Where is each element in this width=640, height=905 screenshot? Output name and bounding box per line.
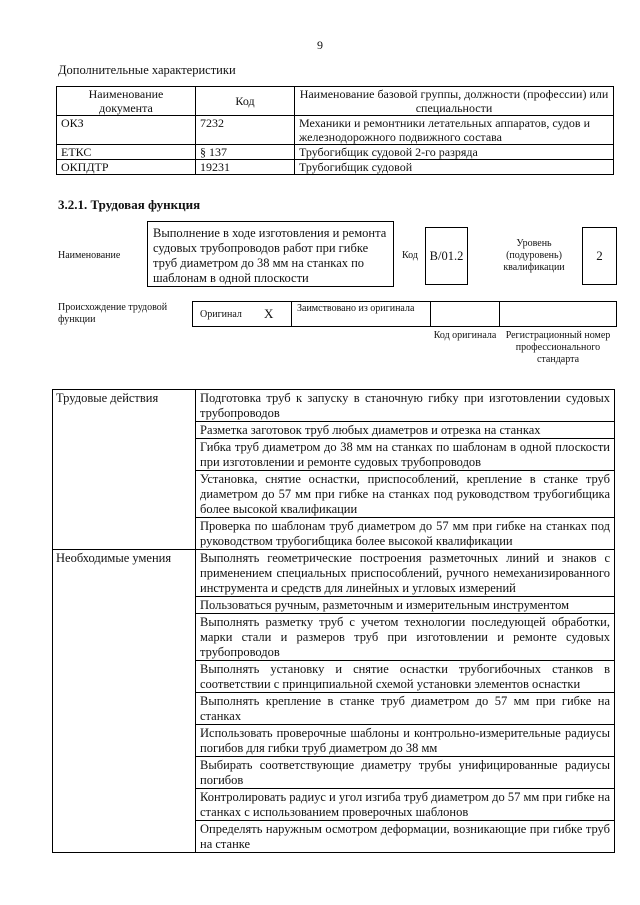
qualification-level-label: Уровень (подуровень) квалификации (503, 238, 565, 273)
cell-code: 19231 (196, 160, 295, 175)
borrowed-label: Заимствовано из оригинала (297, 303, 415, 314)
registration-number-caption: Регистрационный номер профессионального стандарта (505, 330, 611, 365)
table-row (57, 145, 614, 160)
borrowed-cell (291, 301, 431, 327)
qualification-level-value: 2 (596, 248, 603, 263)
skill-item: Использовать проверочные шаблоны и контрольно-измерительные радиусы погибов для гибки труб диаметром до 38 мм (196, 725, 615, 757)
function-details-table (52, 389, 615, 853)
code-label: Код (402, 250, 418, 261)
section-title: 3.2.1. Трудовая функция (58, 197, 201, 212)
action-item: Проверка по шаблонам труб диаметром до 57 мм при гибке на станках под руководством трубогибщика более высокой квалификации (196, 518, 615, 550)
original-cell (192, 301, 292, 327)
origin-label: Происхождение трудовой функции (58, 302, 168, 325)
additional-characteristics-heading: Дополнительные характеристики (58, 63, 236, 77)
function-code-box (425, 227, 468, 285)
registration-number-cell (499, 301, 617, 327)
header-group-name: Наименование базовой группы, должности (профессии) или специальности (295, 87, 614, 116)
cell-code: 7232 (196, 116, 295, 145)
skill-item: Выбирать соответствующие диаметру трубы унифицированные радиусы погибов (196, 757, 615, 789)
name-label: Наименование (58, 250, 121, 261)
action-item: Гибка труб диаметром до 38 мм на станках по шаблонам в одной плоскости при изготовлении и ремонте судовых трубопроводов (196, 439, 615, 471)
action-item: Установка, снятие оснастки, приспособлений, крепление в станке труб диаметром до 57 мм при гибке на станках под руководством трубогибщика более высокой квалификации (196, 471, 615, 518)
skill-item: Пользоваться ручным, разметочным и измерительным инструментом (196, 597, 615, 614)
cell-document: ЕТКС (57, 145, 196, 160)
skill-item: Определять наружным осмотром деформации, возникающие при гибке труб на станке (196, 821, 615, 853)
skill-item: Выполнять установку и снятие оснастки трубогибочных станков в соответствии с принципиальной схемой установки элементов оснастки (196, 661, 615, 693)
page-number: 9 (317, 38, 323, 52)
cell-code: § 137 (196, 145, 295, 160)
cell-group-name: Трубогибщик судовой (295, 160, 614, 175)
actions-label: Трудовые действия (53, 390, 196, 550)
additional-characteristics-table (56, 86, 614, 175)
original-mark: X (264, 306, 274, 321)
cell-document: ОКЗ (57, 116, 196, 145)
skills-label: Необходимые умения (53, 550, 196, 853)
cell-group-name: Трубогибщик судовой 2-го разряда (295, 145, 614, 160)
header-document: Наименование документа (57, 87, 196, 116)
skill-item: Контролировать радиус и угол изгиба труб диаметром до 57 мм при гибке на станках с использованием проверочных шаблонов (196, 789, 615, 821)
cell-document: ОКПДТР (57, 160, 196, 175)
action-item: Разметка заготовок труб любых диаметров и отрезка на станках (196, 422, 615, 439)
action-item: Подготовка труб к запуску в станочную гибку при изготовлении судовых трубопроводов (196, 390, 615, 422)
skill-item: Выполнять геометрические построения разметочных линий и знаков с применением специальных приспособлений, ручного немеханизированного инструмента и средств для линейных и угловых измерений (196, 550, 615, 597)
table-header-row (57, 87, 614, 116)
table-row (53, 390, 615, 422)
function-name-box: Выполнение в ходе изготовления и ремонта судовых трубопроводов работ при гибке труб диаметром до 38 мм на станках по шаблонам в одной плоскости (147, 221, 394, 287)
qualification-level-box (582, 227, 617, 285)
original-label: Оригинал (200, 309, 242, 320)
table-row (53, 550, 615, 597)
cell-group-name: Механики и ремонтники летательных аппаратов, судов и железнодорожного подвижного состава (295, 116, 614, 145)
table-row (57, 160, 614, 175)
original-code-caption: Код оригинала (433, 330, 497, 341)
skill-item: Выполнять крепление в станке труб диаметром до 57 мм при гибке на станках (196, 693, 615, 725)
table-row (57, 116, 614, 145)
original-code-cell (430, 301, 500, 327)
header-code: Код (196, 87, 295, 116)
skill-item: Выполнять разметку труб с учетом технологии последующей обработки, марки стали и размеров труб при изготовлении и ремонте судовых трубопроводов (196, 614, 615, 661)
function-code-value: B/01.2 (429, 248, 464, 263)
